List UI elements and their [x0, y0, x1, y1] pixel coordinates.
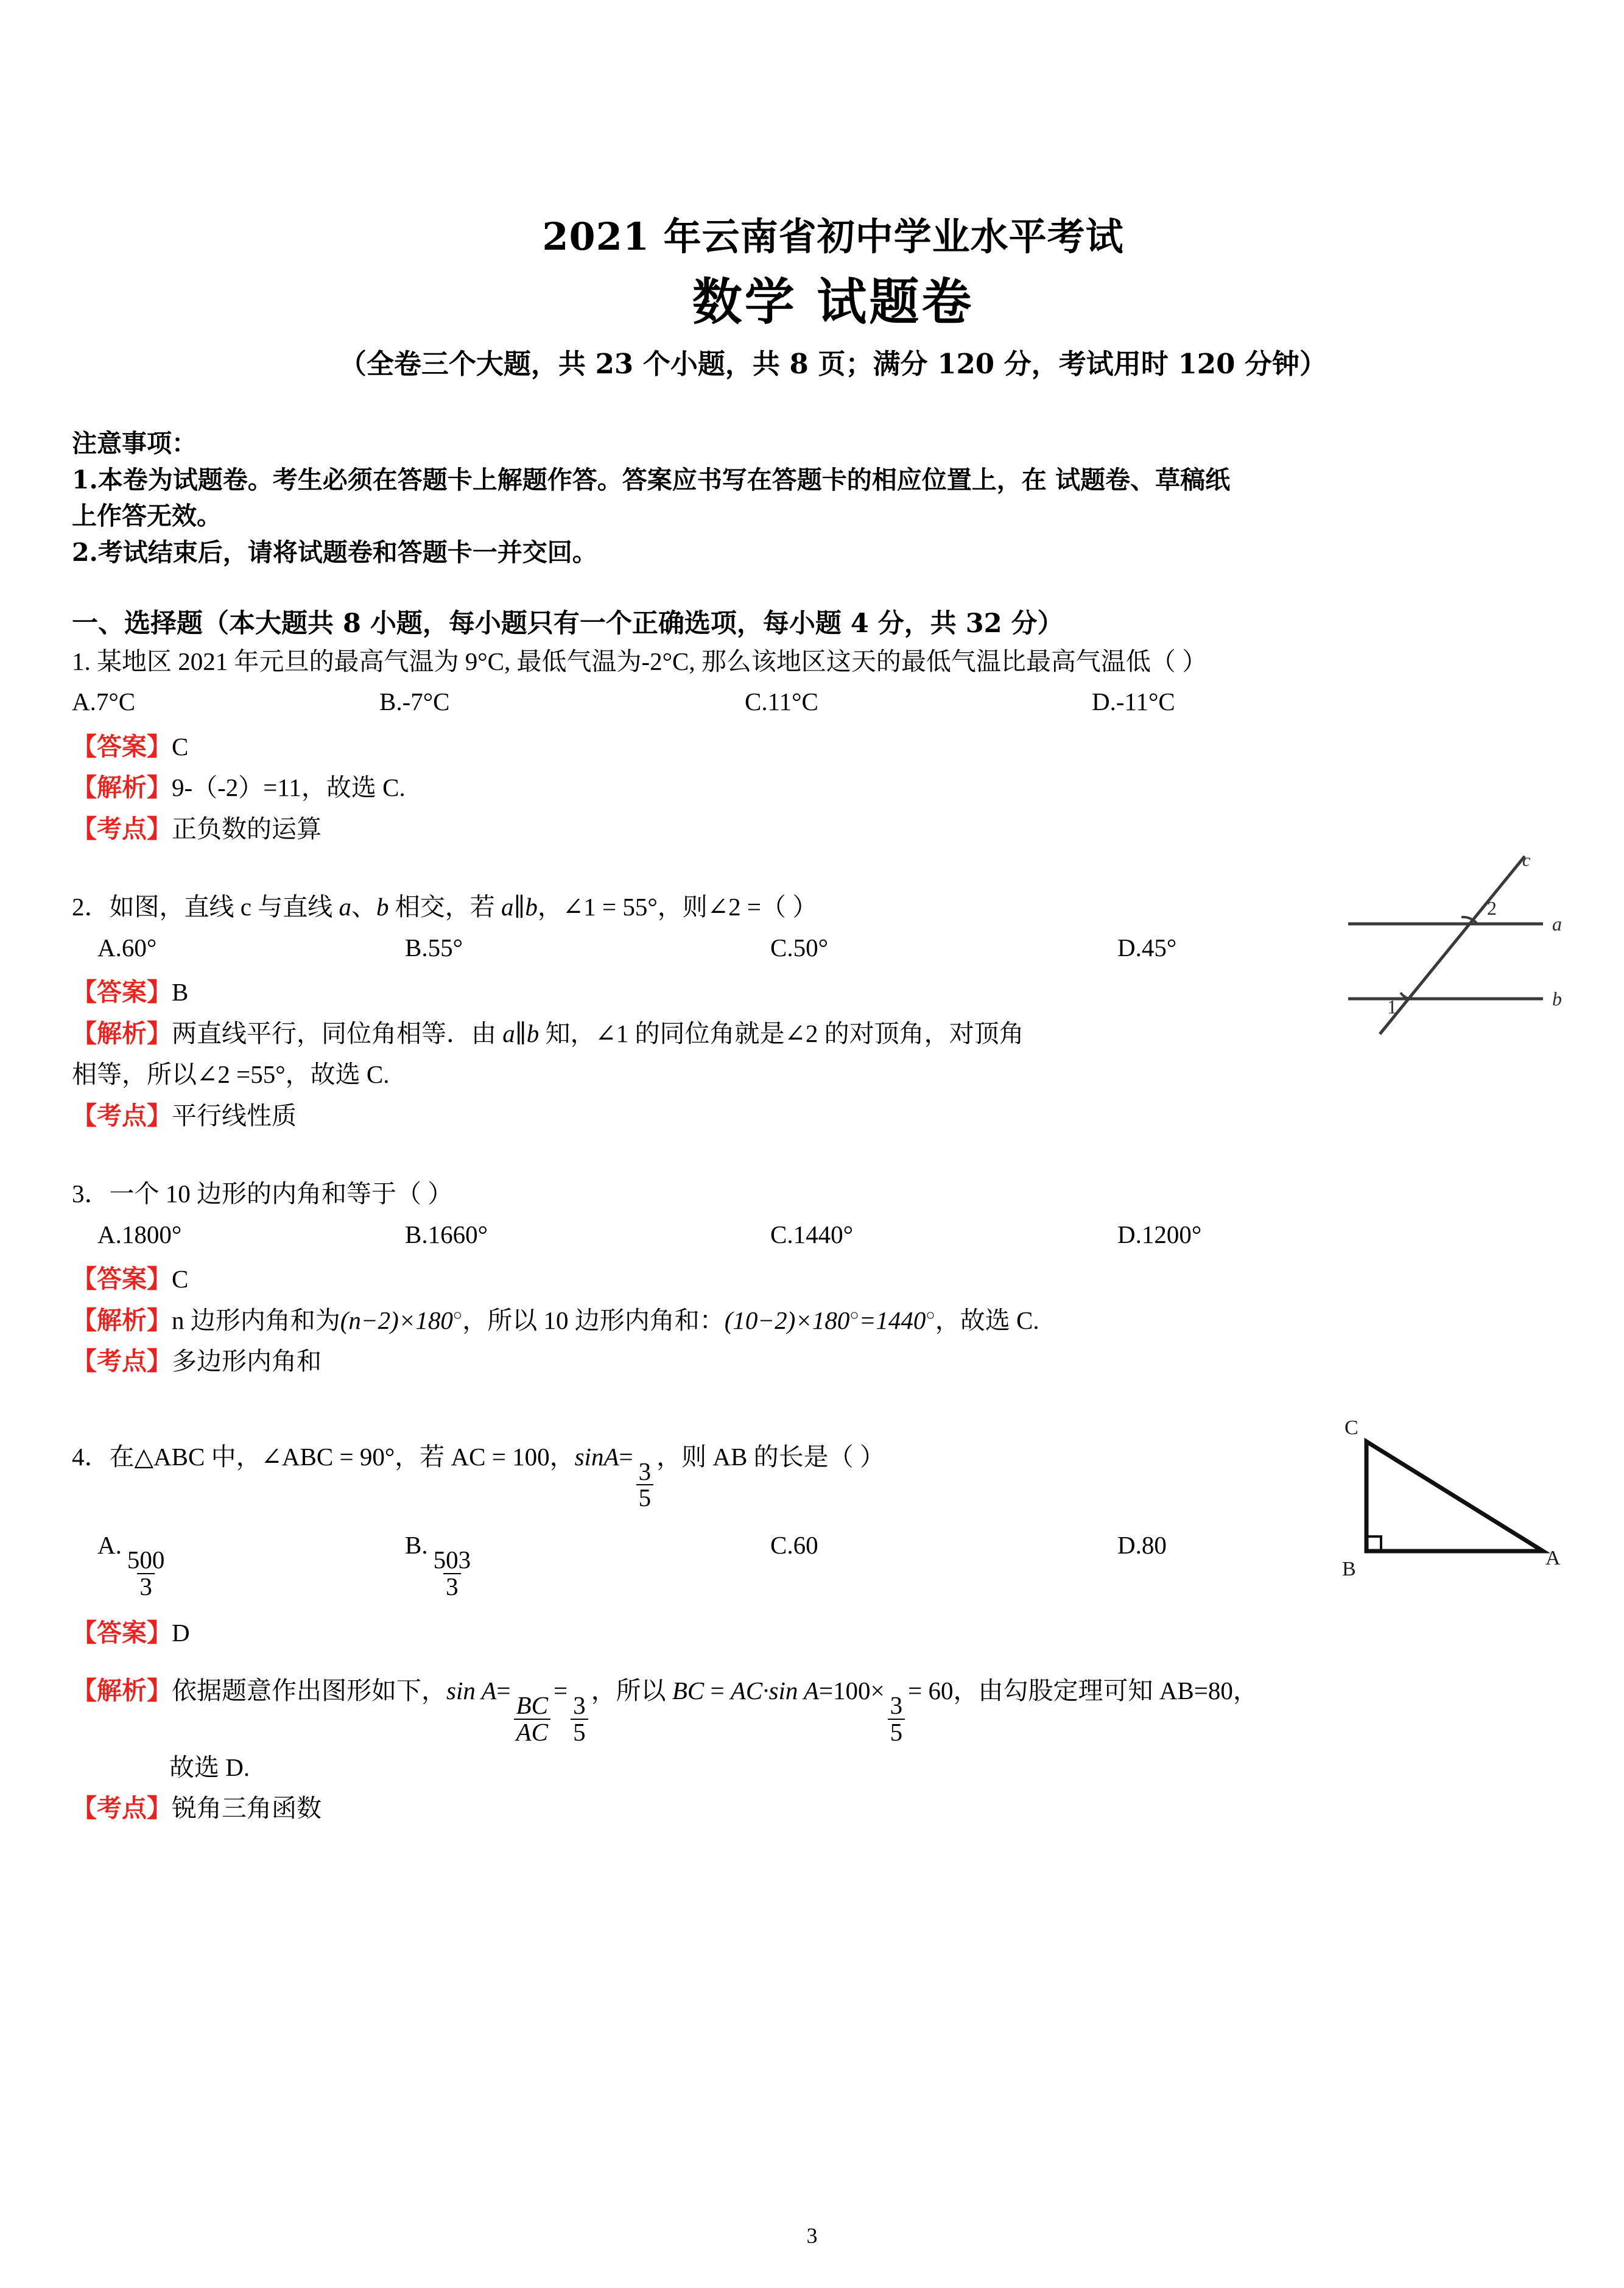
question-4-text-post: ，则 AB 的长是（ ） [656, 1442, 885, 1471]
question-4-analysis [72, 1672, 1594, 1745]
figure-label-vertex-a: A [1545, 1546, 1561, 1569]
question-4-eq-3: = [704, 1677, 731, 1705]
question-1-answer [72, 728, 1594, 766]
page-title: 2021 年云南省初中学业水平考试 [542, 214, 1124, 259]
spacer [72, 1135, 1594, 1170]
question-3 [72, 1176, 1594, 1380]
figure-label-angle-1: 1 [1387, 996, 1397, 1018]
question-4-analysis-p2: ，所以 [591, 1677, 672, 1705]
notice-block [72, 426, 1594, 571]
keypoint-label: 【考点】 [72, 1100, 172, 1130]
question-4-number: 4． [72, 1442, 110, 1471]
fraction-denominator: 5 [888, 1719, 905, 1745]
question-1-options [72, 683, 1594, 721]
fraction-numerator: 3 [890, 1691, 903, 1719]
question-3-option-c[interactable]: C.1440° [770, 1220, 853, 1248]
question-4-text-pre: 在△ABC 中，∠ABC = 90°，若 AC = 100， [109, 1442, 575, 1471]
question-1-option-c[interactable]: C.11°C [745, 688, 818, 716]
question-4-eq-2: = [553, 1677, 568, 1705]
question-2-analysis-post: 知，∠1 的同位角就是∠2 的对顶角，对顶角 [539, 1019, 1024, 1047]
answer-label: 【答案】 [72, 731, 172, 761]
question-3-number: 3． [72, 1180, 110, 1208]
question-2-text-mid2: 相交，若 [388, 893, 501, 921]
question-2 [72, 854, 1594, 1135]
question-1-keypoint-text: 正负数的运算 [172, 814, 322, 843]
question-3-option-a[interactable]: A.1800° [97, 1220, 182, 1248]
question-2-option-c[interactable]: C.50° [770, 933, 828, 962]
question-3-analysis-p6: ，故选 C. [935, 1306, 1039, 1334]
analysis-label: 【解析】 [72, 773, 172, 803]
question-4-ac-sin-a: AC·sin A [730, 1677, 819, 1705]
question-4-sin-a: sin A [446, 1677, 497, 1705]
question-4-three-fifths-fraction-2 [888, 1693, 905, 1745]
question-4-angle-var: A [603, 1442, 619, 1471]
question-4-three-fifths-fraction-1 [571, 1693, 588, 1745]
page-subtitle: 数学 试题卷 [692, 273, 974, 332]
footer-page-number: 3 [806, 2223, 818, 2248]
question-2-keypoint-text: 平行线性质 [172, 1101, 297, 1130]
question-4-equals: = [619, 1442, 633, 1471]
keypoint-label: 【考点】 [72, 814, 172, 843]
question-3-options [72, 1216, 1594, 1254]
question-4-option-c[interactable]: C.60 [770, 1531, 818, 1560]
fraction-denominator: AC [514, 1719, 550, 1745]
fraction-numerator: 3 [573, 1691, 586, 1719]
figure-label-line-a: a [1552, 913, 1562, 935]
analysis-label: 【解析】 [72, 1676, 172, 1706]
question-3-formula-2: (10−2)×180 [724, 1306, 850, 1334]
page-meta-line: （全卷三个大题，共 23 个小题，共 8 页；满分 120 分，考试用时 120 分钟） [339, 348, 1327, 381]
question-2-line-a: a [339, 893, 351, 921]
question-3-text: 一个 10 边形的内角和等于（ ） [109, 1180, 453, 1208]
question-4-option-a-fraction [125, 1547, 167, 1600]
question-2-option-b[interactable]: B.55° [405, 933, 463, 962]
question-3-option-d[interactable]: D.1200° [1117, 1220, 1202, 1248]
question-4-sin-fraction [636, 1459, 654, 1512]
question-2-line-b: b [376, 893, 389, 921]
figure-label-line-b: b [1552, 988, 1562, 1010]
question-1-number: 1. [72, 647, 91, 676]
question-2-number: 2． [72, 893, 110, 921]
question-4-eq-5: = 60 [908, 1677, 954, 1705]
notice-line-3: 2.考试结束后，请将试题卷和答题卡一并交回。 [72, 537, 597, 567]
question-1-stem [72, 644, 1594, 680]
question-4-analysis-p3: ，由勾股定理可知 AB=80， [953, 1677, 1258, 1705]
figure-label-angle-2: 2 [1487, 897, 1497, 920]
question-2-analysis-parallel-expr: a∥b [502, 1019, 540, 1047]
question-2-parallel-expr: a∥b [501, 893, 538, 921]
fraction-denominator: 3 [443, 1573, 461, 1600]
question-2-answer-value: B [172, 978, 189, 1007]
question-1-option-a[interactable]: A.7°C [72, 688, 136, 716]
question-4-analysis-p1: 依据题意作出图形如下， [172, 1677, 446, 1705]
question-2-option-a[interactable]: A.60° [97, 933, 157, 962]
question-1-option-d[interactable]: D.-11°C [1092, 688, 1175, 716]
fraction-numerator: 503 [433, 1545, 471, 1574]
question-1-text: 某地区 2021 年元旦的最高气温为 9°C, 最低气温为-2°C, 那么该地区这天的最低气温比最高气温低（ ） [97, 647, 1207, 676]
keypoint-label: 【考点】 [72, 1346, 172, 1376]
fraction-denominator: 5 [571, 1719, 588, 1745]
question-4-option-b-fraction [431, 1547, 474, 1600]
question-4-keypoint-text: 锐角三角函数 [172, 1794, 322, 1822]
question-4-figure-right-triangle [1329, 1410, 1572, 1589]
notice-line-1: 1.本卷为试题卷。考生必须在答题卡上解题作答。答案应书写在答题卡的相应位置上，在 试题卷、草稿纸 [72, 465, 1231, 495]
answer-label: 【答案】 [72, 1264, 172, 1294]
question-4-bc-over-ac-fraction [514, 1693, 550, 1745]
keypoint-label: 【考点】 [72, 1793, 172, 1823]
question-3-stem [72, 1176, 1594, 1212]
question-3-analysis-p3: ，所以 10 边形内角和： [462, 1306, 725, 1334]
question-4-keypoint [72, 1790, 1594, 1828]
question-3-analysis-p1: n 边形内角和为 [172, 1306, 340, 1334]
question-4 [72, 1416, 1594, 1828]
question-3-formula-3: =1440 [859, 1306, 926, 1334]
question-4-option-d[interactable]: D.80 [1117, 1531, 1167, 1560]
question-1 [72, 644, 1594, 848]
question-4-bc-label: BC [672, 1677, 705, 1705]
question-1-analysis [72, 769, 1594, 807]
question-4-option-b[interactable] [405, 1527, 770, 1599]
page-content [72, 0, 1594, 1828]
figure-label-line-c: c [1522, 854, 1531, 871]
question-3-formula-1: (n−2)×180 [340, 1306, 453, 1334]
question-3-keypoint [72, 1343, 1594, 1381]
section-heading-multiple-choice: 一、选择题（本大题共 8 小题，每小题只有一个正确选项，每小题 4 分，共 32 分） [72, 608, 1064, 639]
question-2-text-mid3: ，∠1 = 55°，则∠2 =（ ） [537, 893, 818, 921]
answer-label: 【答案】 [72, 977, 172, 1007]
question-1-analysis-text: 9-（-2）=11，故选 C. [172, 773, 406, 802]
question-3-analysis: 【解析】n 边形内角和为(n−2)×180○，所以 10 边形内角和：(10−2)×180○=1440○，故选 C. [72, 1305, 1039, 1335]
question-2-keypoint [72, 1097, 1594, 1135]
question-1-keypoint [72, 811, 1594, 848]
question-4-eq-1: = [496, 1677, 511, 1705]
fraction-denominator: 3 [137, 1573, 155, 1600]
notice-line-2: 上作答无效。 [72, 501, 222, 531]
question-1-option-b[interactable]: B.-7°C [379, 688, 450, 716]
question-3-option-b[interactable]: B.1660° [405, 1220, 488, 1248]
fraction-denominator: 5 [636, 1484, 654, 1511]
question-2-text-pre: 如图，直线 c 与直线 [109, 893, 339, 921]
question-4-eq-4: =100× [818, 1677, 885, 1705]
question-2-analysis-line-2: 相等，所以∠2 =55°，故选 C. [72, 1060, 390, 1089]
question-4-option-a[interactable] [97, 1527, 405, 1599]
question-4-option-b-prefix: B. [405, 1531, 428, 1560]
question-2-analysis-pre: 两直线平行，同位角相等．由 [172, 1019, 503, 1047]
analysis-label: 【解析】 [72, 1305, 172, 1335]
question-2-option-d[interactable]: D.45° [1117, 933, 1177, 962]
question-3-answer [72, 1261, 1594, 1298]
question-2-text-mid1: 、 [351, 893, 376, 921]
fraction-numerator: BC [516, 1691, 548, 1719]
question-4-analysis-conclusion: 故选 D. [169, 1753, 250, 1781]
notice-heading: 注意事项： [72, 429, 197, 459]
question-4-answer [72, 1614, 1594, 1652]
question-4-answer-value: D [172, 1618, 190, 1647]
question-4-option-a-prefix: A. [97, 1531, 122, 1560]
question-2-figure-parallel-lines [1342, 854, 1586, 1040]
figure-label-vertex-b: B [1342, 1557, 1356, 1580]
question-4-sin-label: sin [574, 1442, 604, 1471]
analysis-label: 【解析】 [72, 1018, 172, 1048]
question-1-answer-value: C [172, 732, 189, 761]
answer-label: 【答案】 [72, 1617, 172, 1647]
figure-label-vertex-c: C [1345, 1416, 1359, 1439]
question-3-keypoint-text: 多边形内角和 [172, 1347, 322, 1376]
fraction-numerator: 500 [127, 1545, 165, 1574]
question-3-answer-value: C [172, 1265, 189, 1294]
fraction-numerator: 3 [638, 1457, 652, 1485]
